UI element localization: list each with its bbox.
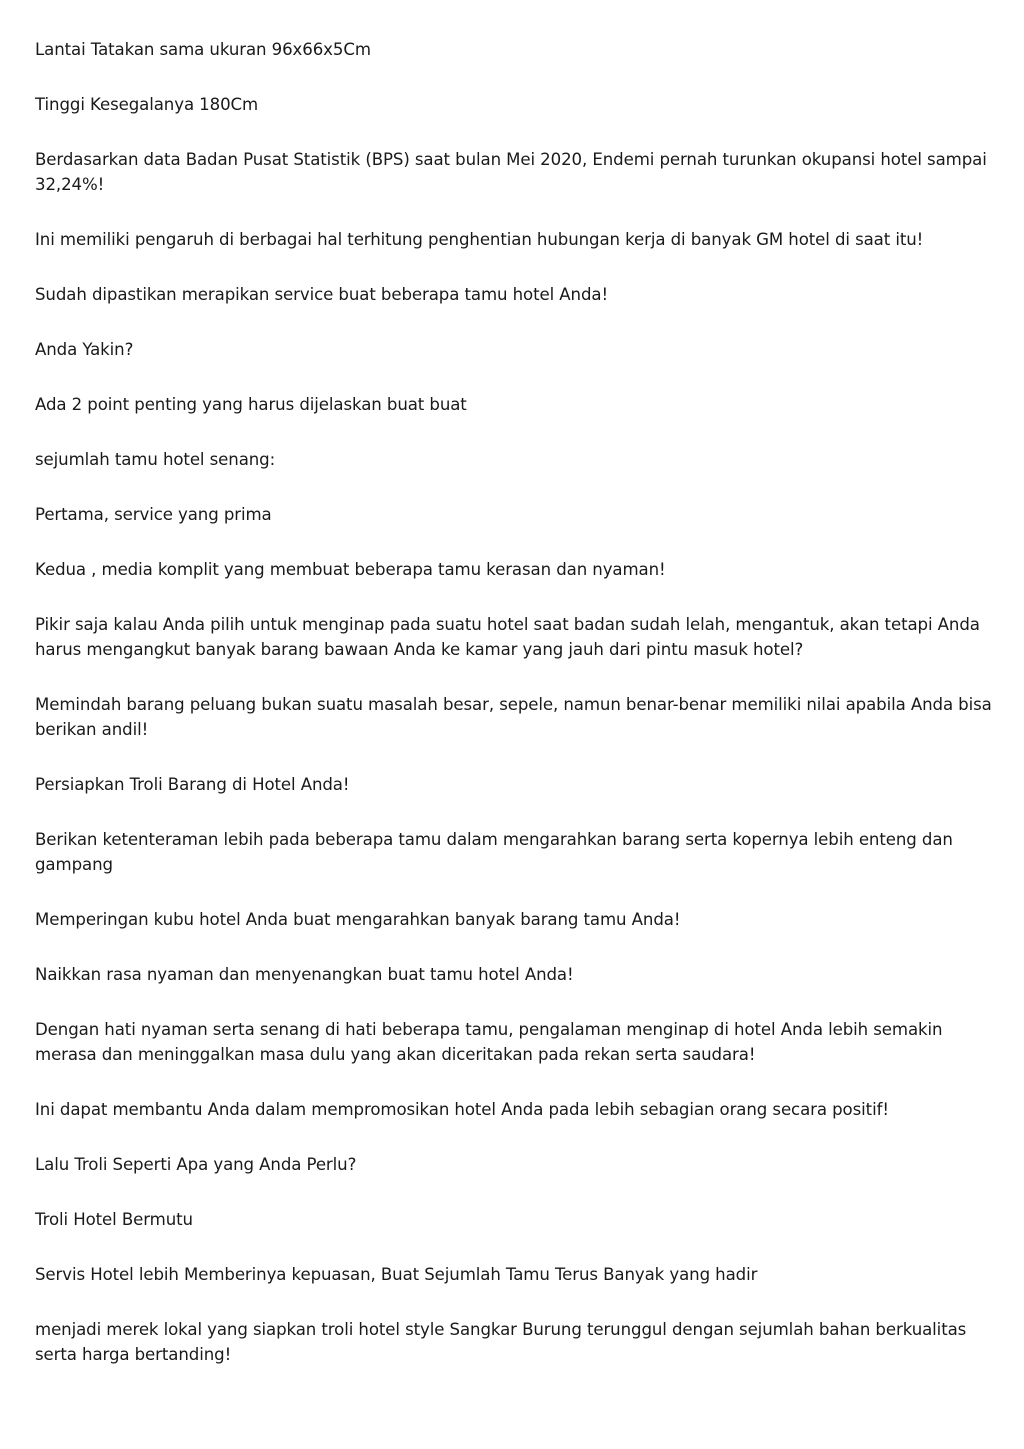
paragraph: Berikan ketenteraman lebih pada beberapa tamu dalam mengarahkan barang serta kopernya lebih enteng dan gampang — [35, 830, 953, 874]
paragraph: Tinggi Kesegalanya 180Cm — [35, 95, 259, 114]
paragraph: Persiapkan Troli Barang di Hotel Anda! — [35, 775, 350, 794]
paragraph: Troli Hotel Bermutu — [35, 1210, 193, 1229]
paragraph: Ini memiliki pengaruh di berbagai hal terhitung penghentian hubungan kerja di banyak GM hotel di saat itu! — [35, 230, 924, 249]
paragraph: Anda Yakin? — [35, 340, 134, 359]
paragraph: Ini dapat membantu Anda dalam mempromosikan hotel Anda pada lebih sebagian orang secara positif! — [35, 1100, 889, 1119]
paragraph: Dengan hati nyaman serta senang di hati beberapa tamu, pengalaman menginap di hotel Anda lebih semakin merasa dan meninggalkan masa dulu yang akan diceritakan pada rekan serta saudara! — [35, 1020, 943, 1064]
document-body — [35, 37, 995, 1397]
paragraph: Berdasarkan data Badan Pusat Statistik (BPS) saat bulan Mei 2020, Endemi pernah turunkan okupansi hotel sampai 32,24%! — [35, 150, 987, 194]
paragraph: Servis Hotel lebih Memberinya kepuasan, Buat Sejumlah Tamu Terus Banyak yang hadir — [35, 1265, 758, 1284]
paragraph: Lantai Tatakan sama ukuran 96x66x5Cm — [35, 40, 371, 59]
paragraph: Lalu Troli Seperti Apa yang Anda Perlu? — [35, 1155, 357, 1174]
paragraph: Memperingan kubu hotel Anda buat mengarahkan banyak barang tamu Anda! — [35, 910, 681, 929]
paragraph: menjadi merek lokal yang siapkan troli hotel style Sangkar Burung terunggul dengan sejumlah bahan berkualitas serta harga bertanding! — [35, 1320, 967, 1364]
paragraph: Naikkan rasa nyaman dan menyenangkan buat tamu hotel Anda! — [35, 965, 574, 984]
paragraph: Pertama, service yang prima — [35, 505, 272, 524]
paragraph: Ada 2 point penting yang harus dijelaskan buat buat — [35, 395, 467, 414]
paragraph: Pikir saja kalau Anda pilih untuk menginap pada suatu hotel saat badan sudah lelah, mengantuk, akan tetapi Anda harus mengangkut banyak barang bawaan Anda ke kamar yang jauh dari pintu masuk hotel? — [35, 615, 980, 659]
paragraph: sejumlah tamu hotel senang: — [35, 450, 276, 469]
paragraph: Kedua , media komplit yang membuat beberapa tamu kerasan dan nyaman! — [35, 560, 666, 579]
paragraph: Memindah barang peluang bukan suatu masalah besar, sepele, namun benar-benar memiliki nilai apabila Anda bisa berikan andil! — [35, 695, 992, 739]
paragraph: Sudah dipastikan merapikan service buat beberapa tamu hotel Anda! — [35, 285, 609, 304]
